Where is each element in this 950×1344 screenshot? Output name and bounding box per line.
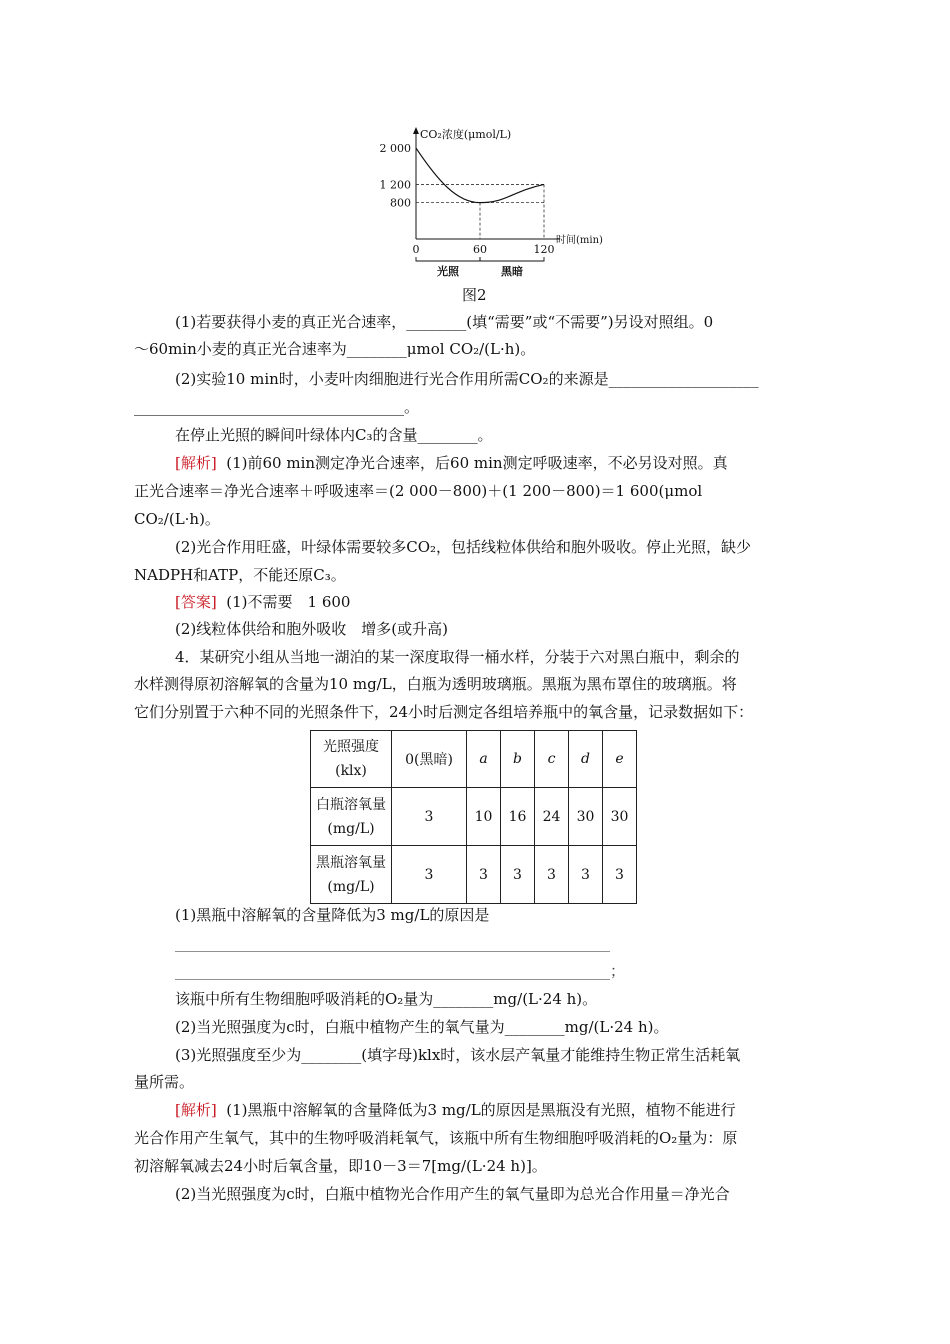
table-header-cell: c [535,731,569,788]
table-cell: 3 [392,846,467,904]
phase-label-dark: 黑暗 [501,265,523,278]
q1-line-b: ～60min小麦的真正光合速率为________μmol CO₂/(L·h)。 [134,340,536,358]
sub-question-3-b: 量所需。 [134,1073,195,1091]
table-header-cell: a [467,731,501,788]
solution-1: [解析] (1)黑瓶中溶解氧的含量降低为3 mg/L的原因是黑瓶没有光照，植物不能进行 [175,1101,736,1119]
table-row [311,846,637,904]
x-tick-label: 0 [412,243,420,256]
x-axis-label: 时间(min) [556,235,603,246]
question-4: 4．某研究小组从当地一湖泊的某一深度取得一桶水样，分装于六对黑白瓶中，剩余的 [175,648,740,666]
solution-1-b: 光合作用产生氧气，其中的生物呼吸消耗氧气，该瓶中所有生物细胞呼吸消耗的O₂量为：原 [134,1129,738,1147]
table-row-label: 白瓶溶氧量(mg/L) [311,788,392,846]
table-header-row [311,731,637,788]
analysis-2-b: NADPH和ATP，不能还原C₃。 [134,566,346,584]
figure-caption: 图2 [462,286,487,304]
answer-1: [答案] (1)不需要 1 600 [175,593,351,611]
table-cell: 10 [467,788,501,846]
table-cell: 30 [603,788,637,846]
analysis-1-c: CO₂/(L·h)。 [134,510,220,528]
table-row-label: 黑瓶溶氧量(mg/L) [311,846,392,904]
sub-question-1: (1)黑瓶中溶解氧的含量降低为3 mg/L的原因是 [175,906,490,924]
answer-tag: [答案] [175,593,217,611]
table-cell: 3 [467,846,501,904]
table-row [311,788,637,846]
q2-line-c: 在停止光照的瞬间叶绿体内C₃的含量________。 [175,426,493,444]
phase-bracket [416,257,480,261]
solution-2: (2)当光照强度为c时，白瓶中植物光合作用产生的氧气量即为总光合作用量＝净光合 [175,1185,730,1203]
phase-label-light: 光照 [437,265,459,278]
phase-bracket [480,257,544,261]
table-cell: 3 [392,788,467,846]
table-cell: 16 [501,788,535,846]
table-header-cell: e [603,731,637,788]
table-cell: 30 [569,788,603,846]
question-4-c: 它们分别置于六种不同的光照条件下，24小时后测定各组培养瓶中的氧含量，记录数据如下： [134,703,754,721]
y-tick-label: 2 000 [379,142,411,156]
co2-chart [370,122,620,282]
sub-question-2: (2)当光照强度为c时，白瓶中植物产生的氧气量为________mg/(L·24 h)。 [175,1018,669,1036]
table-header-cell: b [501,731,535,788]
y-tick-label: 800 [390,196,411,210]
answer-blank-2: __________________________________________________________； [175,962,626,980]
solution-tag: [解析] [175,1101,217,1119]
x-tick-label: 120 [533,243,555,256]
analysis-1: [解析] (1)前60 min测定净光合速率，后60 min测定呼吸速率，不必另设对照。真 [175,454,728,472]
analysis-1-b: 正光合速率＝净光合速率＋呼吸速率＝(2 000－800)＋(1 200－800)＝1 600(μmol [134,482,703,500]
table-cell: 3 [603,846,637,904]
y-axis-arrow [413,127,419,134]
co2-curve [416,148,544,203]
table-header-cell: 0(黑暗) [392,731,467,788]
table-cell: 3 [569,846,603,904]
table-header-cell: d [569,731,603,788]
answer-2: (2)线粒体供给和胞外吸收 增多(或升高) [175,620,448,638]
sub-question-1-c: 该瓶中所有生物细胞呼吸消耗的O₂量为________mg/(L·24 h)。 [175,990,598,1008]
question-4-b: 水样测得原初溶解氧的含量为10 mg/L，白瓶为透明玻璃瓶。黑瓶为黑布罩住的玻璃瓶。将 [134,675,737,693]
table-header-cell: 光照强度(klx) [311,731,392,788]
solution-1-c: 初溶解氧减去24小时后氧含量，即10－3＝7[mg/(L·24 h)]。 [134,1157,547,1175]
q2-line: (2)实验10 min时，小麦叶肉细胞进行光合作用所需CO₂的来源是____________________ [175,370,759,388]
q1-line: (1)若要获得小麦的真正光合速率，________(填“需要”或“不需要”)另设对照组。0 [175,313,714,331]
analysis-2: (2)光合作用旺盛，叶绿体需要较多CO₂，包括线粒体供给和胞外吸收。停止光照，缺少 [175,538,752,556]
y-tick-label: 1 200 [379,178,411,192]
x-tick-label: 60 [473,243,487,256]
sub-question-3: (3)光照强度至少为________(填字母)klx时，该水层产氧量才能维持生物正常生活耗氧 [175,1046,741,1064]
answer-blank-1: __________________________________________________________ [175,934,610,952]
q2-line-b: ____________________________________。 [134,398,420,416]
oxygen-table [310,730,637,904]
table-cell: 3 [501,846,535,904]
analysis-tag: [解析] [175,454,217,472]
y-axis-label: CO₂浓度(μmol/L) [420,128,512,141]
table-cell: 24 [535,788,569,846]
table-cell: 3 [535,846,569,904]
